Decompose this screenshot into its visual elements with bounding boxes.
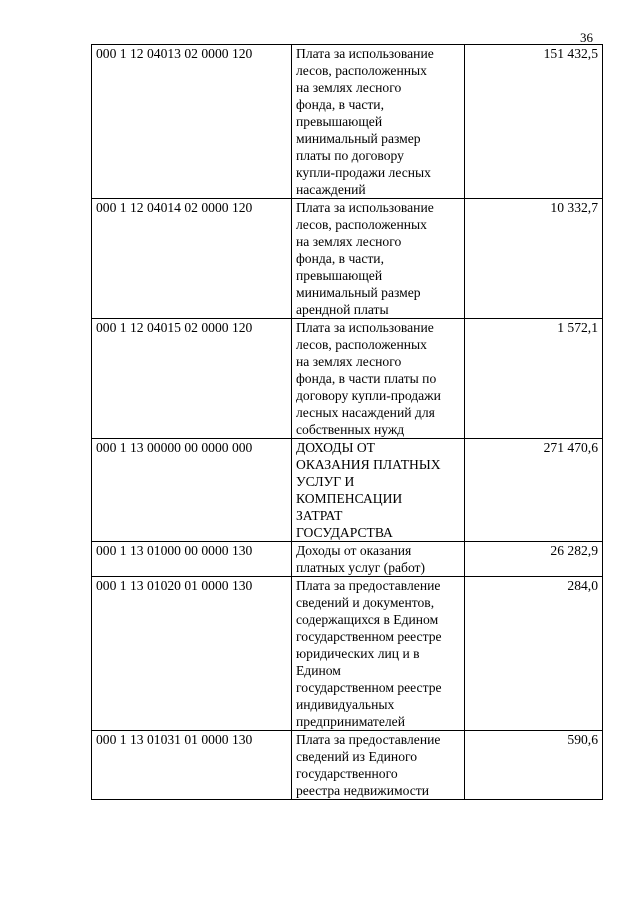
revenue-name-cell: Плата за предоставление сведений и документов, содержащихся в Едином государственном реестре юридических лиц и в Едином государственном реестре индивидуальных предпринимателей bbox=[292, 577, 465, 731]
revenue-name-cell: Плата за использование лесов, расположенных на землях лесного фонда, в части, превышающей минимальный размер платы по договору купли-продажи лесных насаждений bbox=[292, 45, 465, 199]
page-number: 36 bbox=[580, 30, 593, 45]
revenue-name-cell: Плата за предоставление сведений из Единого государственного реестра недвижимости bbox=[292, 731, 465, 800]
amount-cell: 590,6 bbox=[465, 731, 603, 800]
revenue-name-cell: Плата за использование лесов, расположенных на землях лесного фонда, в части платы по договору купли-продажи лесных насаждений для собственных нужд bbox=[292, 319, 465, 439]
table-row bbox=[92, 542, 603, 577]
budget-code-cell: 000 1 12 04015 02 0000 120 bbox=[92, 319, 292, 439]
budget-code-cell: 000 1 13 01000 00 0000 130 bbox=[92, 542, 292, 577]
revenue-name-cell: ДОХОДЫ ОТ ОКАЗАНИЯ ПЛАТНЫХ УСЛУГ И КОМПЕНСАЦИИ ЗАТРАТ ГОСУДАРСТВА bbox=[292, 439, 465, 542]
table-row bbox=[92, 199, 603, 319]
revenue-table bbox=[91, 44, 603, 800]
amount-cell: 1 572,1 bbox=[465, 319, 603, 439]
table-row bbox=[92, 731, 603, 800]
budget-code-cell: 000 1 12 04013 02 0000 120 bbox=[92, 45, 292, 199]
table-row bbox=[92, 439, 603, 542]
table-row bbox=[92, 45, 603, 199]
table-row bbox=[92, 577, 603, 731]
amount-cell: 26 282,9 bbox=[465, 542, 603, 577]
amount-cell: 151 432,5 bbox=[465, 45, 603, 199]
amount-cell: 284,0 bbox=[465, 577, 603, 731]
amount-cell: 271 470,6 bbox=[465, 439, 603, 542]
budget-code-cell: 000 1 13 01020 01 0000 130 bbox=[92, 577, 292, 731]
revenue-name-cell: Доходы от оказания платных услуг (работ) bbox=[292, 542, 465, 577]
budget-code-cell: 000 1 13 00000 00 0000 000 bbox=[92, 439, 292, 542]
amount-cell: 10 332,7 bbox=[465, 199, 603, 319]
table-row bbox=[92, 319, 603, 439]
budget-code-cell: 000 1 12 04014 02 0000 120 bbox=[92, 199, 292, 319]
budget-code-cell: 000 1 13 01031 01 0000 130 bbox=[92, 731, 292, 800]
revenue-name-cell: Плата за использование лесов, расположенных на землях лесного фонда, в части, превышающей минимальный размер арендной платы bbox=[292, 199, 465, 319]
